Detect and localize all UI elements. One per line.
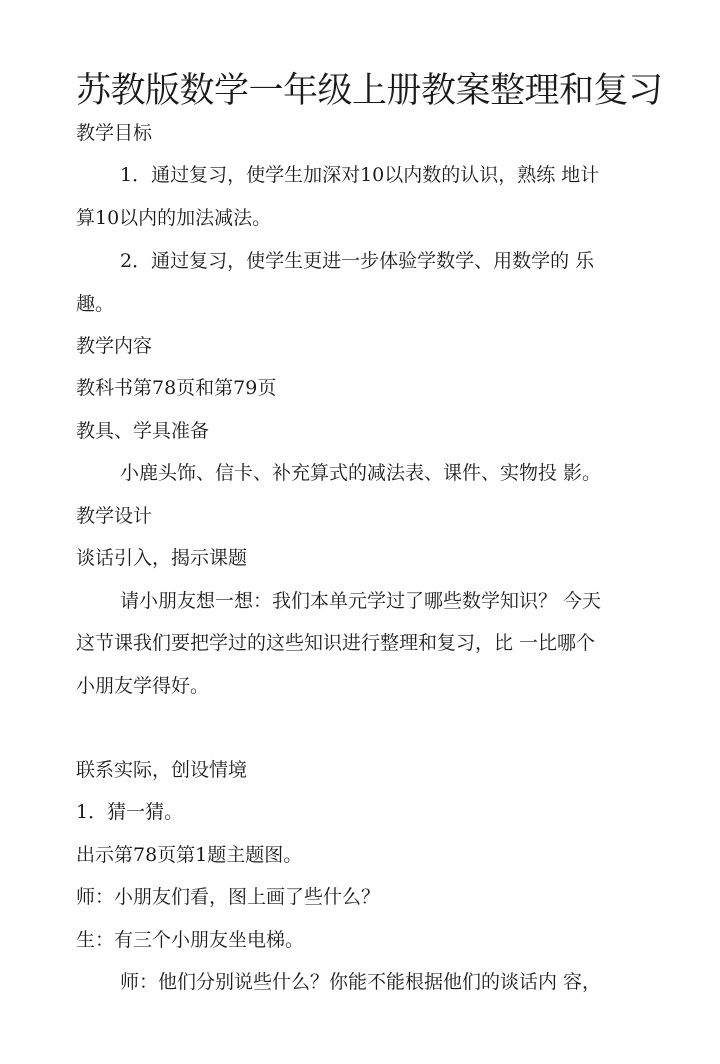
paragraph-line: 小鹿头饰、信卡、补充算式的减法表、课件、实物投 影。 (120, 462, 602, 484)
subheading-intro: 谈话引入，揭示课题 (76, 547, 248, 569)
paragraph-line: 1．猜一猜。 (76, 801, 184, 823)
paragraph-line: 师：他们分别说些什么？你能不能根据他们的谈话内 容， (120, 971, 602, 993)
subheading-context: 联系实际，创设情境 (76, 759, 248, 781)
paragraph-line: 2．通过复习，使学生更进一步体验学数学、用数学的 乐 (120, 250, 595, 272)
paragraph-line: 请小朋友想一想：我们本单元学过了哪些数学知识？ 今天 (120, 590, 602, 612)
paragraph-line: 1．通过复习，使学生加深对10以内数的认识，熟练 地计 (120, 164, 600, 186)
paragraph-line: 师：小朋友们看，图上画了些什么？ (76, 886, 381, 908)
paragraph-line: 出示第78页第1题主题图。 (76, 844, 303, 866)
heading-teaching-content: 教学内容 (76, 335, 153, 357)
paragraph-line: 算10以内的加法减法。 (76, 207, 272, 229)
paragraph-line: 生：有三个小朋友坐电梯。 (76, 929, 305, 951)
heading-teaching-design: 教学设计 (76, 505, 153, 527)
paragraph-line: 趣。 (76, 293, 115, 315)
paragraph-line: 教科书第78页和第79页 (76, 377, 277, 399)
paragraph-line: 小朋友学得好。 (76, 675, 210, 697)
document-title: 苏教版数学一年级上册教案整理和复习 (76, 71, 663, 111)
heading-teaching-goals: 教学目标 (76, 122, 153, 144)
paragraph-line: 这节课我们要把学过的这些知识进行整理和复习，比 一比哪个 (76, 632, 596, 654)
heading-materials: 教具、学具准备 (76, 420, 210, 442)
